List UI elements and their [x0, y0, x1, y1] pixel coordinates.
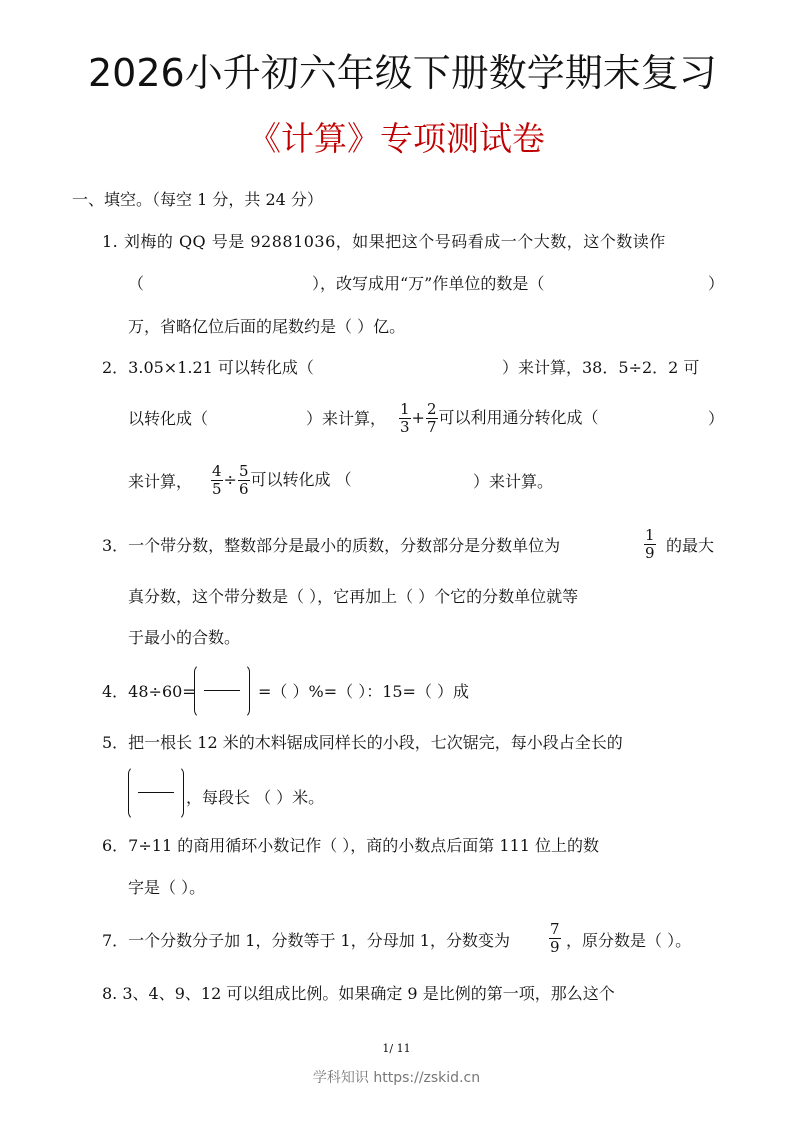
fraction-bar	[138, 792, 174, 793]
q2-blank-close: ）	[708, 409, 725, 428]
q3-line-3: 于最小的合数。	[128, 628, 241, 647]
q1-blank-open: （	[128, 274, 145, 293]
fraction: $\frac{7}{9}$	[550, 920, 560, 956]
page-subtitle: 《计算》专项测试卷	[248, 119, 545, 158]
q2-line-2b: ）来计算，	[306, 409, 387, 428]
fraction-bar	[204, 690, 240, 691]
q3-line-2: 真分数，这个带分数是（ ），它再加上（ ）个它的分数单位就等	[128, 587, 579, 606]
plus-sign: +	[411, 408, 425, 427]
q6-line-1: 6．7÷11 的商用循环小数记作（ ），商的小数点后面第 111 位上的数	[102, 836, 600, 855]
q7-line-1a: 7．一个分数分子加 1，分数等于 1，分母加 1，分数变为	[102, 931, 510, 950]
fraction: $\frac{1}{9}$	[645, 526, 655, 562]
fraction: $\frac{4}{5}$	[212, 462, 222, 498]
q2-line-1b: ）来计算，38．5÷2．2 可	[502, 358, 700, 377]
q1-line-2: ），改写成用“万”作单位的数是（	[312, 274, 545, 293]
q5-line-1: 5．把一根长 12 米的木料锯成同样长的小段，七次锯完，每小段占全长的	[102, 733, 623, 752]
q4-line-1b: =（ ）%=（ ）：15=（ ）成	[258, 682, 470, 701]
q2-line-1a: 2．3.05×1.21 可以转化成（	[102, 358, 314, 377]
divide-sign: ÷	[223, 470, 237, 489]
fraction: $\frac{1}{3}$	[400, 400, 410, 436]
q6-line-2: 字是（ ）。	[128, 878, 206, 897]
q3-line-1b: 的最大	[666, 536, 715, 555]
q5-line-2: ，每段长 （ ）米。	[186, 788, 325, 807]
q1-line-1: 1. 刘梅的 QQ 号是 92881036，如果把这个号码看成一个大数，这个数读作	[102, 232, 666, 251]
section-heading: 一、填空。（每空 1 分，共 24 分）	[72, 190, 323, 209]
page-title: 2026小升初六年级下册数学期末复习	[88, 51, 717, 95]
fraction-answer-box[interactable]	[128, 766, 184, 820]
q3-fraction	[643, 524, 657, 564]
q1-blank-close: ）	[708, 274, 725, 293]
q8-line-1: 8. 3、4、9、12 可以组成比例。如果确定 9 是比例的第一项，那么这个	[102, 984, 615, 1003]
q1-line-3: 万，省略亿位后面的尾数约是（ ）亿。	[128, 317, 406, 336]
fraction: $\frac{2}{7}$	[426, 400, 437, 436]
q2-line-3b: 可以转化成 （	[250, 470, 352, 489]
q2-fraction-div	[210, 460, 352, 500]
fraction: $\frac{5}{6}$	[238, 462, 249, 498]
page-number: 1/ 11	[382, 1042, 411, 1055]
q4-line-1a: 4．48÷60=	[102, 682, 196, 701]
q2-line-3a: 来计算，	[128, 472, 193, 491]
q7-line-1b: ，原分数是（ ）。	[566, 931, 692, 950]
q7-fraction	[548, 918, 562, 958]
footer-source: 学科知识 https://zskid.cn	[312, 1070, 481, 1086]
q2-line-2c: 可以利用通分转化成（	[438, 408, 599, 427]
fraction-answer-box[interactable]	[194, 664, 250, 718]
q2-fraction-sum	[398, 398, 599, 438]
q2-line-3c: ）来计算。	[473, 472, 554, 491]
q3-line-1a: 3．一个带分数，整数部分是最小的质数，分数部分是分数单位为	[102, 536, 561, 555]
q2-line-2a: 以转化成（	[128, 409, 209, 428]
